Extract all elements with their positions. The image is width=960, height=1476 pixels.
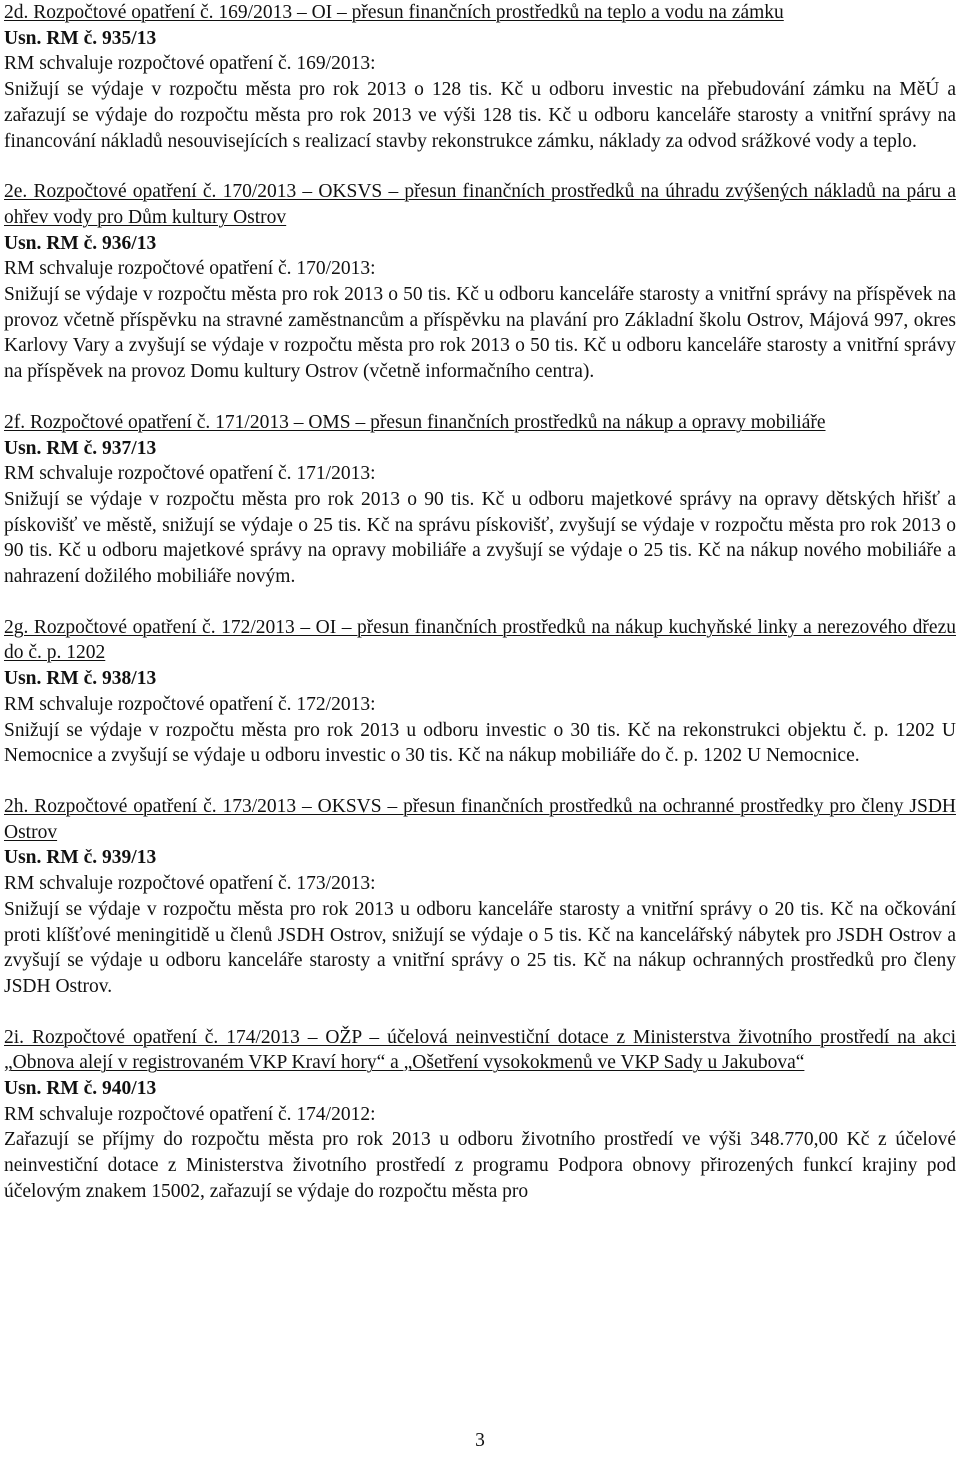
page-number: 3 [475, 1430, 485, 1451]
section-2d [4, 0, 956, 154]
resolution-number: Usn. RM č. 936/13 [4, 232, 157, 254]
approval-intro: RM schvaluje rozpočtové opatření č. 173/2013: [4, 873, 376, 895]
approval-intro: RM schvaluje rozpočtové opatření č. 169/2013: [4, 53, 376, 75]
section-heading: 2e. Rozpočtové opatření č. 170/2013 – OKSVS – přesun finančních prostředků na úhradu zvýšených nákladů na páru a ohřev vody pro Dům kultury Ostrov [4, 181, 956, 228]
section-2h [4, 794, 956, 1000]
approval-intro: RM schvaluje rozpočtové opatření č. 171/2013: [4, 463, 376, 485]
section-body: Snižují se výdaje v rozpočtu města pro rok 2013 u odboru investic o 30 tis. Kč na rekonstrukci objektu č. p. 1202 U Nemocnice a zvyšují se výdaje u odboru investic o 30 tis. Kč na nákup mobiliáře do č. p. 1202 U Nemocnice. [4, 719, 956, 767]
section-2i [4, 1025, 956, 1205]
section-body: Snižují se výdaje v rozpočtu města pro rok 2013 o 128 tis. Kč u odboru investic na přebudování zámku na MěÚ a zařazují se výdaje do rozpočtu města pro rok 2013 ve výši 128 tis. Kč u odboru kanceláře starosty a vnitřní správy na financování nákladů nesouvisejících s realizací stavby rekonstrukce zámku, náklady za odvod srážkové vody a teplo. [4, 79, 956, 152]
resolution-number: Usn. RM č. 935/13 [4, 27, 157, 49]
section-heading: 2h. Rozpočtové opatření č. 173/2013 – OKSVS – přesun finančních prostředků na ochranné prostředky pro členy JSDH Ostrov [4, 795, 956, 843]
section-heading: 2i. Rozpočtové opatření č. 174/2013 – OŽP – účelová neinvestiční dotace z Ministerstva životního prostředí na akci „Obnova alejí v registrovaném VKP Kraví hory“ a „Ošetření vysokokmenů ve VKP Sady u Jakubova“ [4, 1026, 956, 1074]
section-body: Snižují se výdaje v rozpočtu města pro rok 2013 o 50 tis. Kč u odboru kanceláře starosty a vnitřní správy na příspěvek na provoz včetně příspěvku na stravné zaměstnancům a příspěvku na plavání pro Základní školu Ostrov, Májová 997, okres Karlovy Vary a zvyšují se výdaje v rozpočtu města pro rok 2013 o 50 tis. Kč u odboru kanceláře starosty a vnitřní správy na příspěvek na provoz Domu kultury Ostrov (včetně informačního centra). [4, 284, 956, 383]
section-heading: 2g. Rozpočtové opatření č. 172/2013 – OI – přesun finančních prostředků na nákup kuchyňské linky a nerezového dřezu do č. p. 1202 [4, 616, 956, 664]
approval-intro: RM schvaluje rozpočtové opatření č. 170/2013: [4, 258, 376, 280]
resolution-number: Usn. RM č. 940/13 [4, 1078, 157, 1100]
approval-intro: RM schvaluje rozpočtové opatření č. 172/2013: [4, 693, 376, 715]
section-body: Zařazují se příjmy do rozpočtu města pro rok 2013 u odboru životního prostředí ve výši 348.770,00 Kč z účelové neinvestiční dotace z Ministerstva životního prostředí z programu Podpora obnovy přirozených funkcí krajiny pod účelovým znakem 15002, zařazují se výdaje do rozpočtu města pro [4, 1129, 956, 1202]
section-2e [4, 179, 956, 385]
section-heading: 2f. Rozpočtové opatření č. 171/2013 – OMS – přesun finančních prostředků na nákup a opravy mobiliáře [4, 411, 826, 433]
section-2g [4, 615, 956, 769]
section-body: Snižují se výdaje v rozpočtu města pro rok 2013 u odboru kanceláře starosty a vnitřní správy o 20 tis. Kč na očkování proti klíšťové meningitidě u členů JSDH Ostrov, snižují se výdaje o 5 tis. Kč na kancelářský nábytek pro JSDH Ostrov a zvyšují se výdaje u odboru kanceláře starosty a vnitřní správy o 25 tis. Kč na nákup ochranných prostředků pro členy JSDH Ostrov. [4, 898, 956, 997]
section-heading: 2d. Rozpočtové opatření č. 169/2013 – OI – přesun finančních prostředků na teplo a vodu na zámku [4, 2, 784, 23]
resolution-number: Usn. RM č. 938/13 [4, 668, 157, 690]
approval-intro: RM schvaluje rozpočtové opatření č. 174/2012: [4, 1103, 376, 1125]
section-body: Snižují se výdaje v rozpočtu města pro rok 2013 o 90 tis. Kč u odboru majetkové správy na opravy dětských hřišť a pískovišť ve městě, snižují se výdaje o 25 tis. Kč na správu pískovišť, zvyšují se výdaje v rozpočtu města pro rok 2013 o 90 tis. Kč u odboru majetkové správy na opravy mobiliáře a zvyšují se výdaje o 25 tis. Kč na nákup nového mobiliáře a nahrazení dožilého mobiliáře novým. [4, 488, 956, 588]
resolution-number: Usn. RM č. 939/13 [4, 847, 157, 869]
section-2f [4, 410, 956, 590]
resolution-number: Usn. RM č. 937/13 [4, 437, 157, 459]
